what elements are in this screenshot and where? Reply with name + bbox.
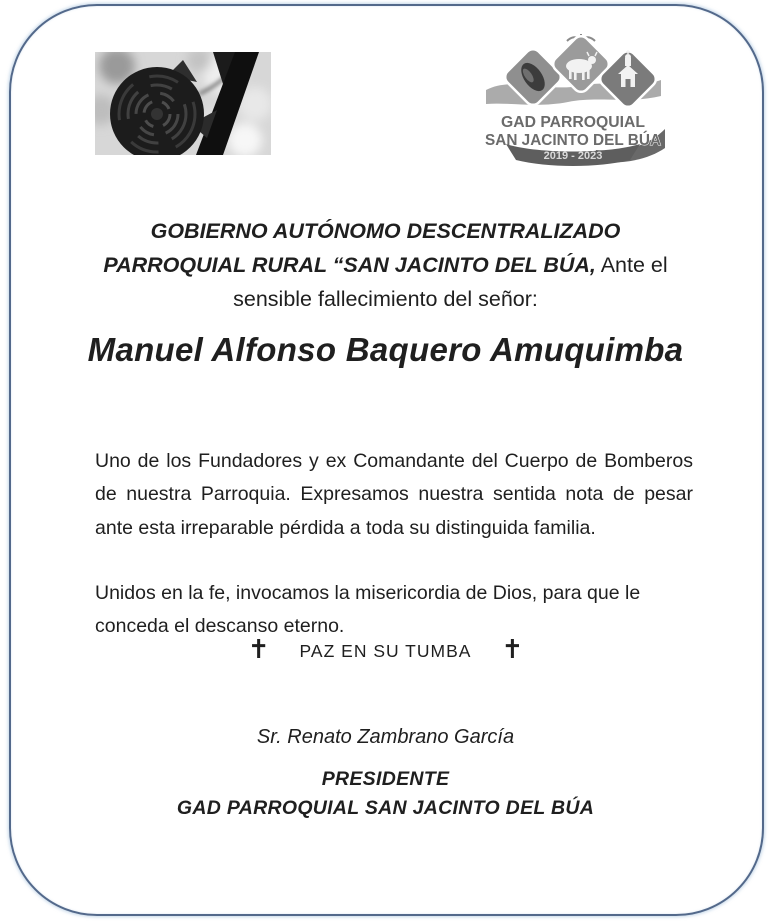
parish-logo-graphic xyxy=(478,32,668,168)
logo-name-line2: SAN JACINTO DEL BÚA xyxy=(485,132,663,149)
deceased-name: Manuel Alfonso Baquero Amuquimba xyxy=(87,331,684,368)
rose-ribbon-illustration xyxy=(95,52,271,155)
intro-heading xyxy=(93,214,679,316)
latin-cross-icon: ✝ xyxy=(247,635,270,665)
epitaph-text: PAZ EN SU TUMBA xyxy=(299,641,472,661)
intro-heading-regular: Ante el sensible fallecimiento del señor: xyxy=(233,252,668,311)
latin-cross-icon: ✝ xyxy=(501,635,524,665)
signer-role: PRESIDENTE xyxy=(321,768,450,790)
signer-organization: GAD PARROQUIAL SAN JACINTO DEL BÚA xyxy=(176,797,595,819)
mourning-rose-photo xyxy=(95,52,271,155)
parish-logo xyxy=(478,32,668,168)
condolence-paragraph: Uno de los Fundadores y ex Comandante del Cuerpo de Bomberos de nuestra Parroquia. Expresamos nuestra sentida nota de pesar ante esta irreparable pérdida a toda su distinguida familia. xyxy=(95,449,693,539)
signer-name: Sr. Renato Zambrano García xyxy=(256,726,515,748)
epitaph-line xyxy=(0,637,771,663)
logo-period: 2019 - 2023 xyxy=(543,150,603,162)
intro-heading-bold: GOBIERNO AUTÓNOMO DESCENTRALIZADO PARROQUIAL RURAL “SAN JACINTO DEL BÚA, xyxy=(103,218,621,277)
logo-name-line1: GAD PARROQUIAL xyxy=(501,114,646,131)
faith-paragraph: Unidos en la fe, invocamos la misericordia de Dios, para que le conceda el descanso eterno. xyxy=(95,581,641,637)
